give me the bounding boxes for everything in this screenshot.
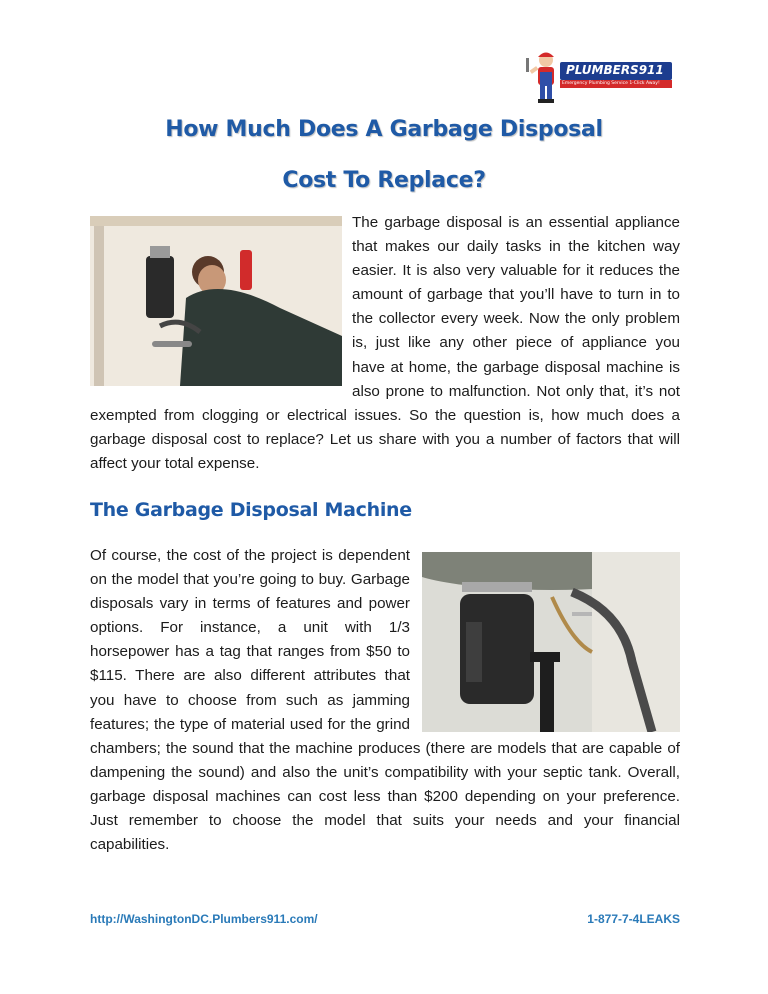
logo-brand: PLUMBERS911: [566, 63, 664, 77]
section-heading: The Garbage Disposal Machine: [90, 499, 412, 521]
page-title-line-2: Cost To Replace?: [282, 168, 486, 193]
logo-tagline: Emergency Plumbing Service 1-Click Away!: [562, 81, 660, 86]
intro-text: The garbage disposal is an essential appliance that makes our daily tasks in the kitchen way easier. It is also very valuable for it reduces the amount of garbage that you’ll have to turn in to the collector every week. Now the only problem is, just like any other piece of appliance you have at home, the garbage disposal machine is also prone to malfunction. Not only that, it’s not exempted from clogging or electrical issues. So the question is, how much does a garbage disposal cost to replace? Let us share with you a number of factors that will affect your total expense.: [90, 214, 680, 472]
garbage-disposal-photo: [422, 552, 680, 732]
plumbers911-logo: [524, 48, 678, 104]
footer-website-link[interactable]: http://WashingtonDC.Plumbers911.com/: [90, 912, 318, 926]
intro-paragraph: [90, 211, 680, 476]
section-paragraph: [90, 544, 680, 857]
page-title-line-1: How Much Does A Garbage Disposal: [165, 117, 603, 142]
section-text: Of course, the cost of the project is dependent on the model that you’re going to buy. Garbage disposals vary in terms of features and power options. For instance, a unit with 1/3 horsepower has a tag that ranges from $50 to $115. There are also different attributes that you have to choose from such as jamming features; the type of material used for the grind chambers; the sound that the machine produces (there are models that are capable of dampening the sound) and also the unit’s compatibility with your septic tank. Overall, garbage disposal machines can cost less than $200 depending on your preference. Just remember to choose the model that suits your needs and your financial capabilities.: [90, 547, 680, 854]
plumber-under-sink-photo: [90, 216, 342, 386]
footer-phone-number[interactable]: 1-877-7-4LEAKS: [587, 912, 680, 926]
